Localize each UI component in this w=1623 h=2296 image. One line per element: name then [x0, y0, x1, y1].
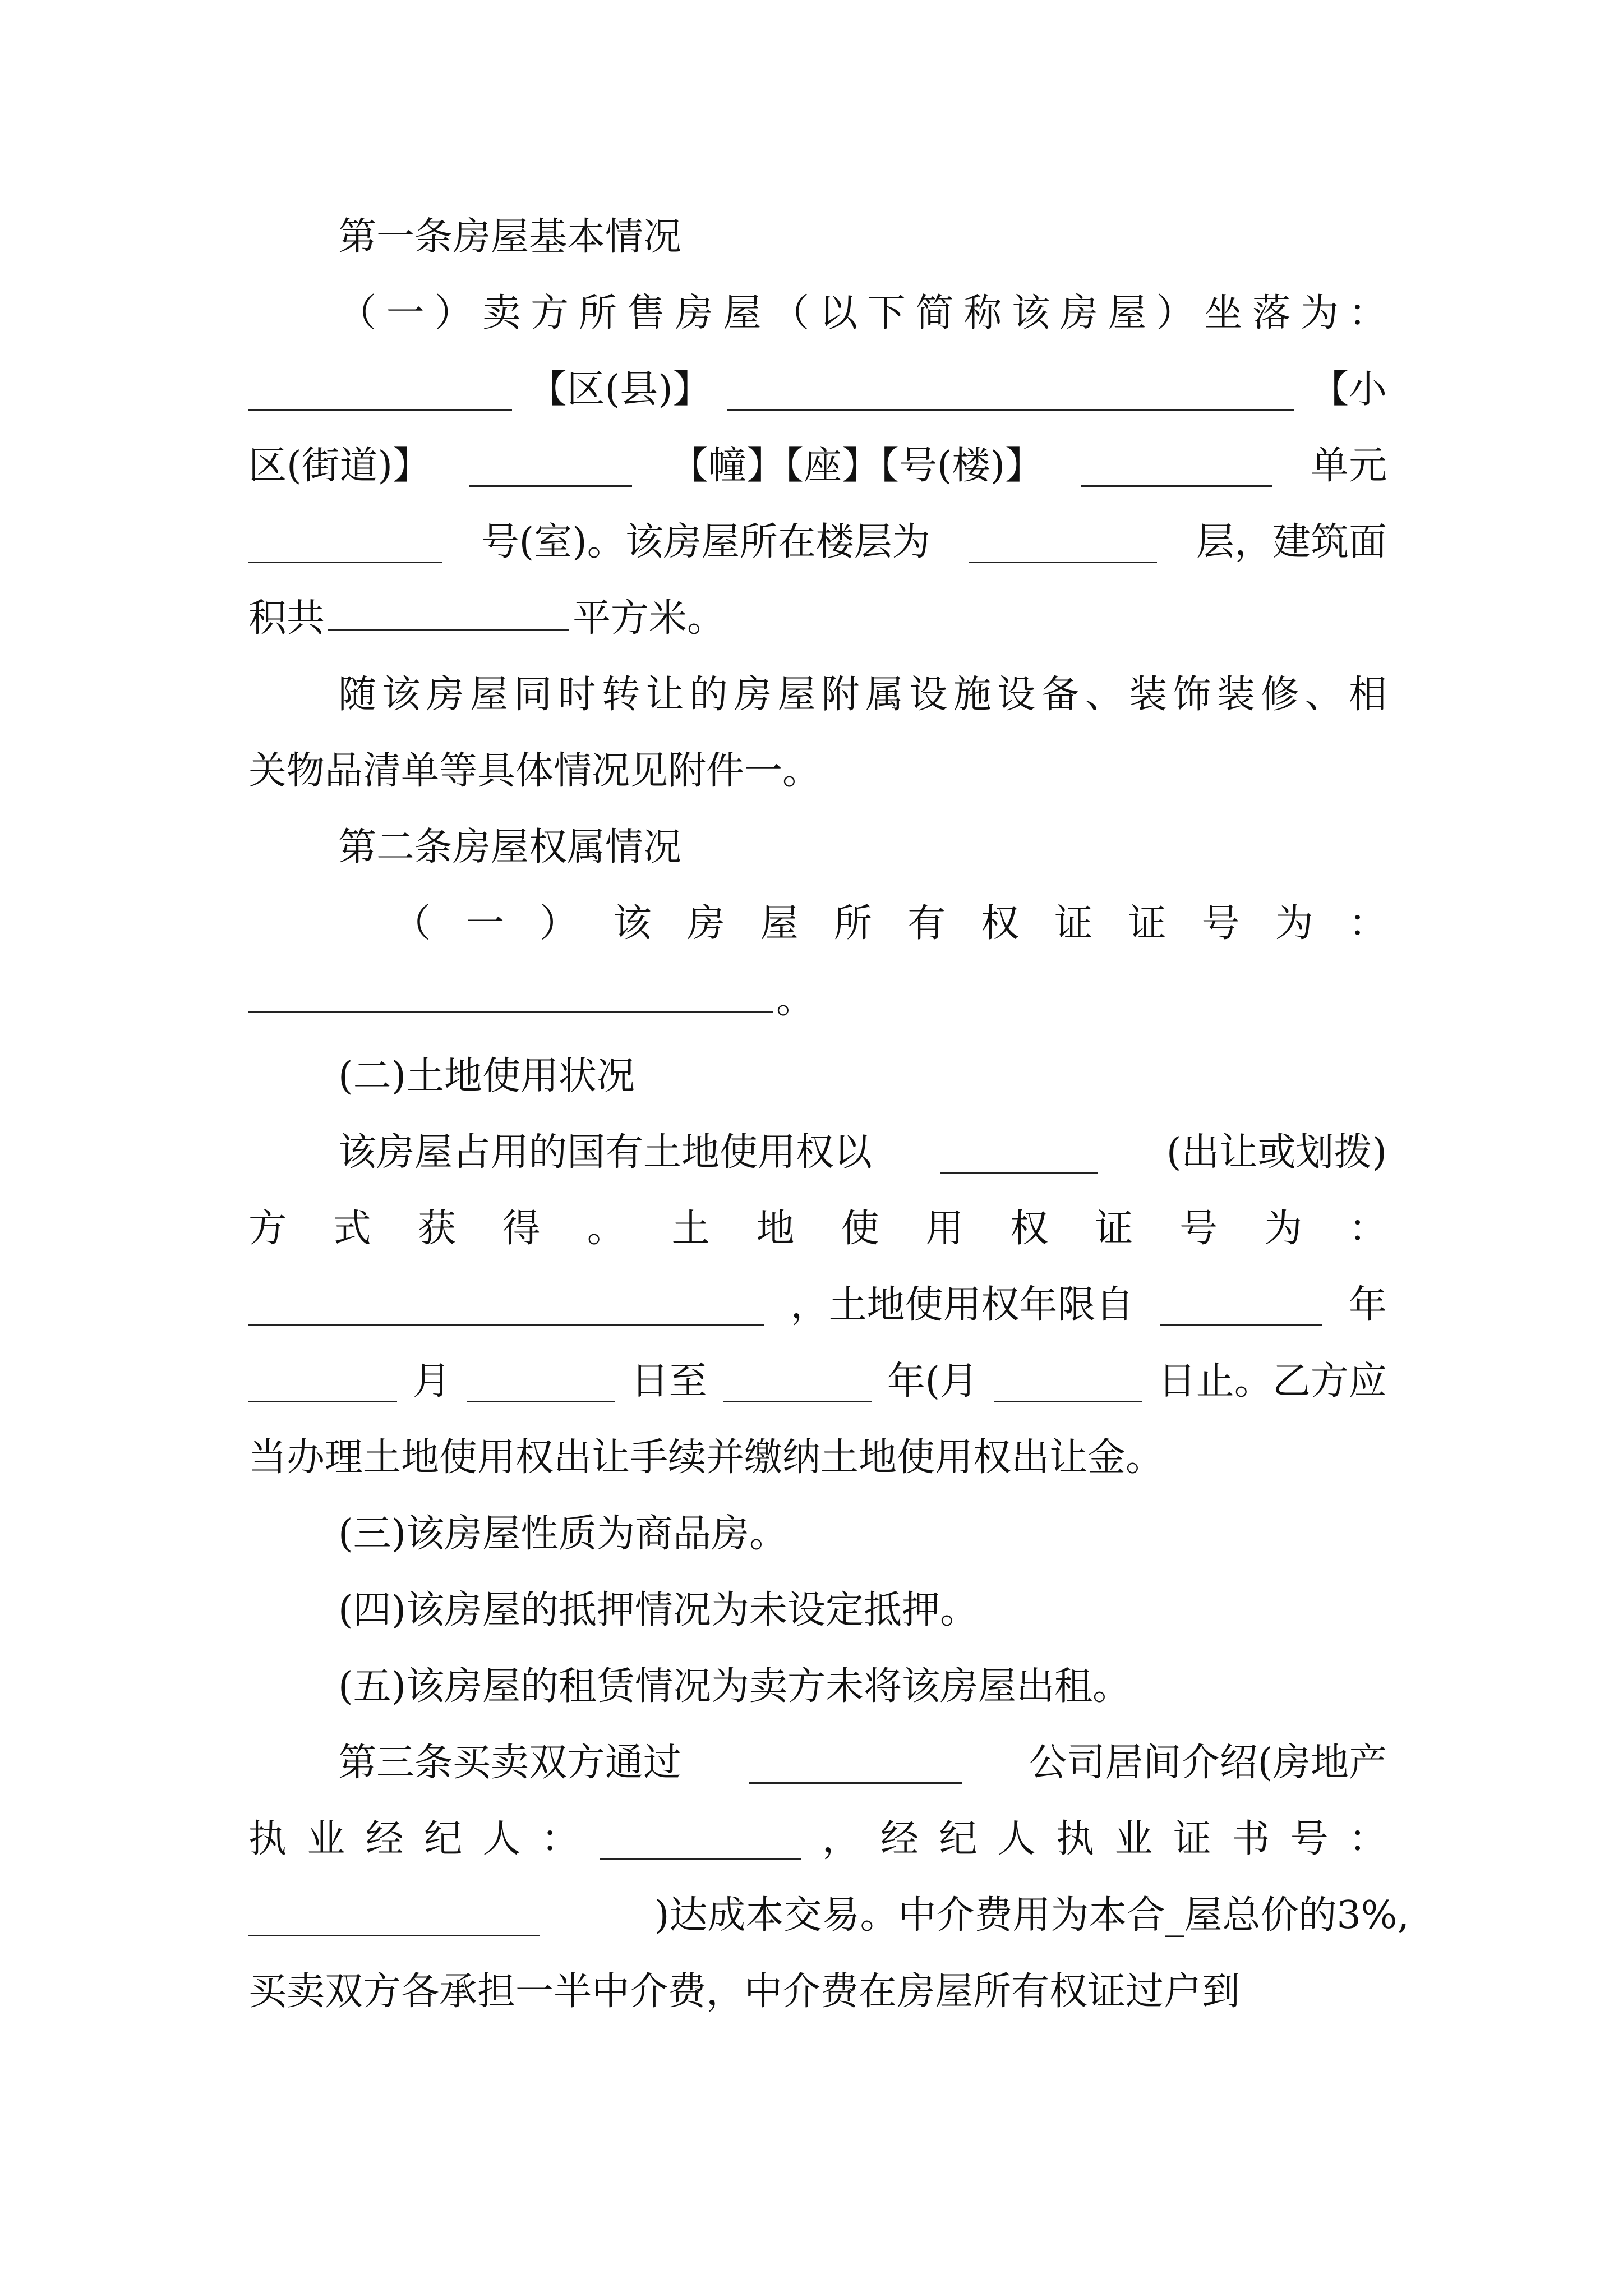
glyph: 房 [686, 901, 725, 946]
glyph: 、 [1304, 673, 1343, 717]
glyph: 施 [953, 673, 992, 717]
glyph: ： [541, 1817, 579, 1861]
paragraph-line: ，土地使用权年限自 年 [248, 1267, 1387, 1343]
glyph: 坐 [1204, 291, 1243, 335]
fill-blank[interactable] [469, 446, 632, 487]
glyph: 权 [1010, 1207, 1049, 1251]
paragraph-line: (四)该房屋的抵押情况为未设定抵押。 [338, 1588, 979, 1632]
paragraph-line: 当办理土地使用权出让手续并缴纳土地使用权出让金。 [248, 1435, 1164, 1480]
glyph: ） [434, 291, 473, 335]
glyph: 一 [386, 291, 425, 335]
glyph: 证 [1095, 1207, 1133, 1251]
glyph: 经 [880, 1817, 919, 1861]
glyph: 称 [963, 291, 1002, 335]
paragraph-line: 区(街道)】 【幢】【座】【号(楼)】 单元 [248, 444, 1387, 488]
glyph: 证 [1054, 901, 1093, 946]
glyph: 屋 [760, 901, 799, 946]
glyph: 证 [1173, 1817, 1211, 1861]
glyph: 装 [1129, 673, 1168, 717]
paragraph-line [248, 1191, 1387, 1267]
paragraph-line [393, 886, 1387, 962]
glyph: 土 [671, 1207, 710, 1251]
paragraph-line [338, 275, 1387, 352]
fill-blank[interactable] [1160, 1285, 1322, 1326]
glyph: 设 [997, 673, 1036, 717]
glyph: ： [1348, 901, 1387, 946]
fill-blank[interactable] [723, 1361, 872, 1402]
paragraph-line: 积共 平方米。 [248, 581, 1387, 657]
paragraph-line: 。 [248, 962, 1387, 1038]
glyph: 人 [997, 1817, 1036, 1861]
paragraph-line: (三)该房屋性质为商品房。 [338, 1512, 788, 1556]
paragraph-line: 关物品清单等具体情况见附件一。 [248, 749, 821, 793]
glyph: 使 [841, 1207, 879, 1251]
glyph: 为 [1300, 291, 1339, 335]
glyph: ： [1348, 291, 1387, 335]
glyph: 修 [1261, 673, 1299, 717]
glyph: 落 [1252, 291, 1291, 335]
glyph: 为 [1275, 901, 1313, 946]
glyph: 该 [613, 901, 652, 946]
glyph: 设 [909, 673, 948, 717]
glyph: ： [1348, 1817, 1387, 1861]
section-heading-3: 第三条买卖双方通过 公司居间介绍(房地产 [338, 1741, 1387, 1785]
glyph: 的 [689, 673, 728, 717]
glyph: 、 [1085, 673, 1123, 717]
glyph: 权 [981, 901, 1020, 946]
glyph: 方 [248, 1207, 287, 1251]
glyph: 。 [587, 1207, 625, 1251]
glyph: 屋 [470, 673, 509, 717]
glyph: 简 [915, 291, 954, 335]
section-heading-1: 第一条房屋基本情况 [338, 215, 682, 259]
glyph: 获 [417, 1207, 456, 1251]
paragraph-line [248, 1801, 1387, 1878]
glyph: 书 [1232, 1817, 1270, 1861]
glyph: ： [1348, 1207, 1387, 1251]
glyph: 时 [557, 673, 596, 717]
glyph: 饰 [1173, 673, 1211, 717]
glyph: 经 [365, 1817, 404, 1861]
paragraph-line: 买卖双方各承担一半中介费，中介费在房屋所有权证过户到 [248, 1970, 1241, 2014]
glyph: （ [338, 291, 377, 335]
paragraph-line: (二)土地使用状况 [338, 1054, 635, 1098]
glyph: 属 [865, 673, 904, 717]
glyph: 以 [819, 291, 857, 335]
fill-blank[interactable] [248, 522, 442, 563]
fill-blank[interactable] [727, 370, 1294, 411]
fill-blank[interactable] [969, 522, 1157, 563]
glyph: 业 [1114, 1817, 1153, 1861]
glyph: 号 [1290, 1817, 1329, 1861]
fill-blank[interactable] [600, 1819, 801, 1860]
glyph: 下 [867, 291, 906, 335]
fill-blank[interactable] [248, 1285, 764, 1326]
fill-blank[interactable] [248, 1895, 540, 1936]
fill-blank[interactable] [328, 590, 569, 631]
fill-blank[interactable] [994, 1361, 1142, 1402]
glyph: 得 [502, 1207, 541, 1251]
glyph: 纪 [939, 1817, 978, 1861]
glyph: 相 [1348, 673, 1387, 717]
glyph: 执 [248, 1817, 287, 1861]
paragraph-line: 【区(县)】 【小 [248, 352, 1387, 428]
paragraph-line [338, 657, 1387, 733]
fill-blank[interactable] [248, 972, 773, 1013]
fill-blank[interactable] [467, 1361, 615, 1402]
glyph: 号 [1201, 901, 1240, 946]
paragraph-line: 月 日至 年(月 日止。乙方应 [248, 1343, 1387, 1420]
glyph: 一 [466, 901, 505, 946]
glyph: 所 [833, 901, 872, 946]
fill-blank[interactable] [749, 1743, 962, 1784]
glyph: 随 [338, 673, 377, 717]
glyph: 用 [925, 1207, 964, 1251]
glyph: 该 [1012, 291, 1050, 335]
glyph: （ [393, 901, 431, 946]
glyph: （ [771, 291, 810, 335]
glyph: 号 [1179, 1207, 1218, 1251]
glyph: ） [1156, 291, 1195, 335]
paragraph-line: 号(室)。该房屋所在楼层为 层，建筑面 [248, 504, 1387, 581]
glyph: 为 [1264, 1207, 1303, 1251]
paragraph-line: (五)该房屋的租赁情况为卖方未将该房屋出租。 [338, 1664, 1131, 1709]
section-heading-2: 第二条房屋权属情况 [338, 825, 682, 869]
glyph: 同 [514, 673, 552, 717]
glyph: 装 [1216, 673, 1255, 717]
glyph: 有 [907, 901, 946, 946]
glyph: ） [540, 901, 578, 946]
glyph: 让 [645, 673, 684, 717]
glyph: 备 [1041, 673, 1080, 717]
glyph: 房 [734, 673, 772, 717]
fill-blank[interactable] [248, 1361, 397, 1402]
glyph: 方 [531, 291, 569, 335]
fill-blank[interactable] [1081, 446, 1272, 487]
fill-blank[interactable] [940, 1133, 1098, 1174]
glyph: 转 [602, 673, 640, 717]
glyph: 纪 [424, 1817, 463, 1861]
glyph: 售 [626, 291, 665, 335]
glyph: 所 [578, 291, 617, 335]
glyph: 地 [756, 1207, 795, 1251]
glyph: 人 [482, 1817, 521, 1861]
glyph: 卖 [482, 291, 521, 335]
paragraph-line: 该房屋占用的国有土地使用权以 (出让或划拨) [338, 1130, 1387, 1175]
paragraph-line: )达成本交易。中介费用为本合_屋总价的3%, [248, 1878, 1409, 1954]
glyph: 执 [1056, 1817, 1095, 1861]
glyph: 房 [1059, 291, 1098, 335]
glyph: 附 [821, 673, 860, 717]
glyph: 证 [1128, 901, 1166, 946]
glyph: 屋 [1108, 291, 1146, 335]
glyph: 式 [333, 1207, 371, 1251]
fill-blank[interactable] [248, 370, 512, 411]
glyph: 该 [382, 673, 421, 717]
glyph: 屋 [723, 291, 762, 335]
glyph: 房 [675, 291, 713, 335]
glyph: 屋 [777, 673, 816, 717]
glyph: 房 [426, 673, 464, 717]
glyph: 业 [307, 1817, 345, 1861]
glyph: ， [822, 1817, 860, 1861]
